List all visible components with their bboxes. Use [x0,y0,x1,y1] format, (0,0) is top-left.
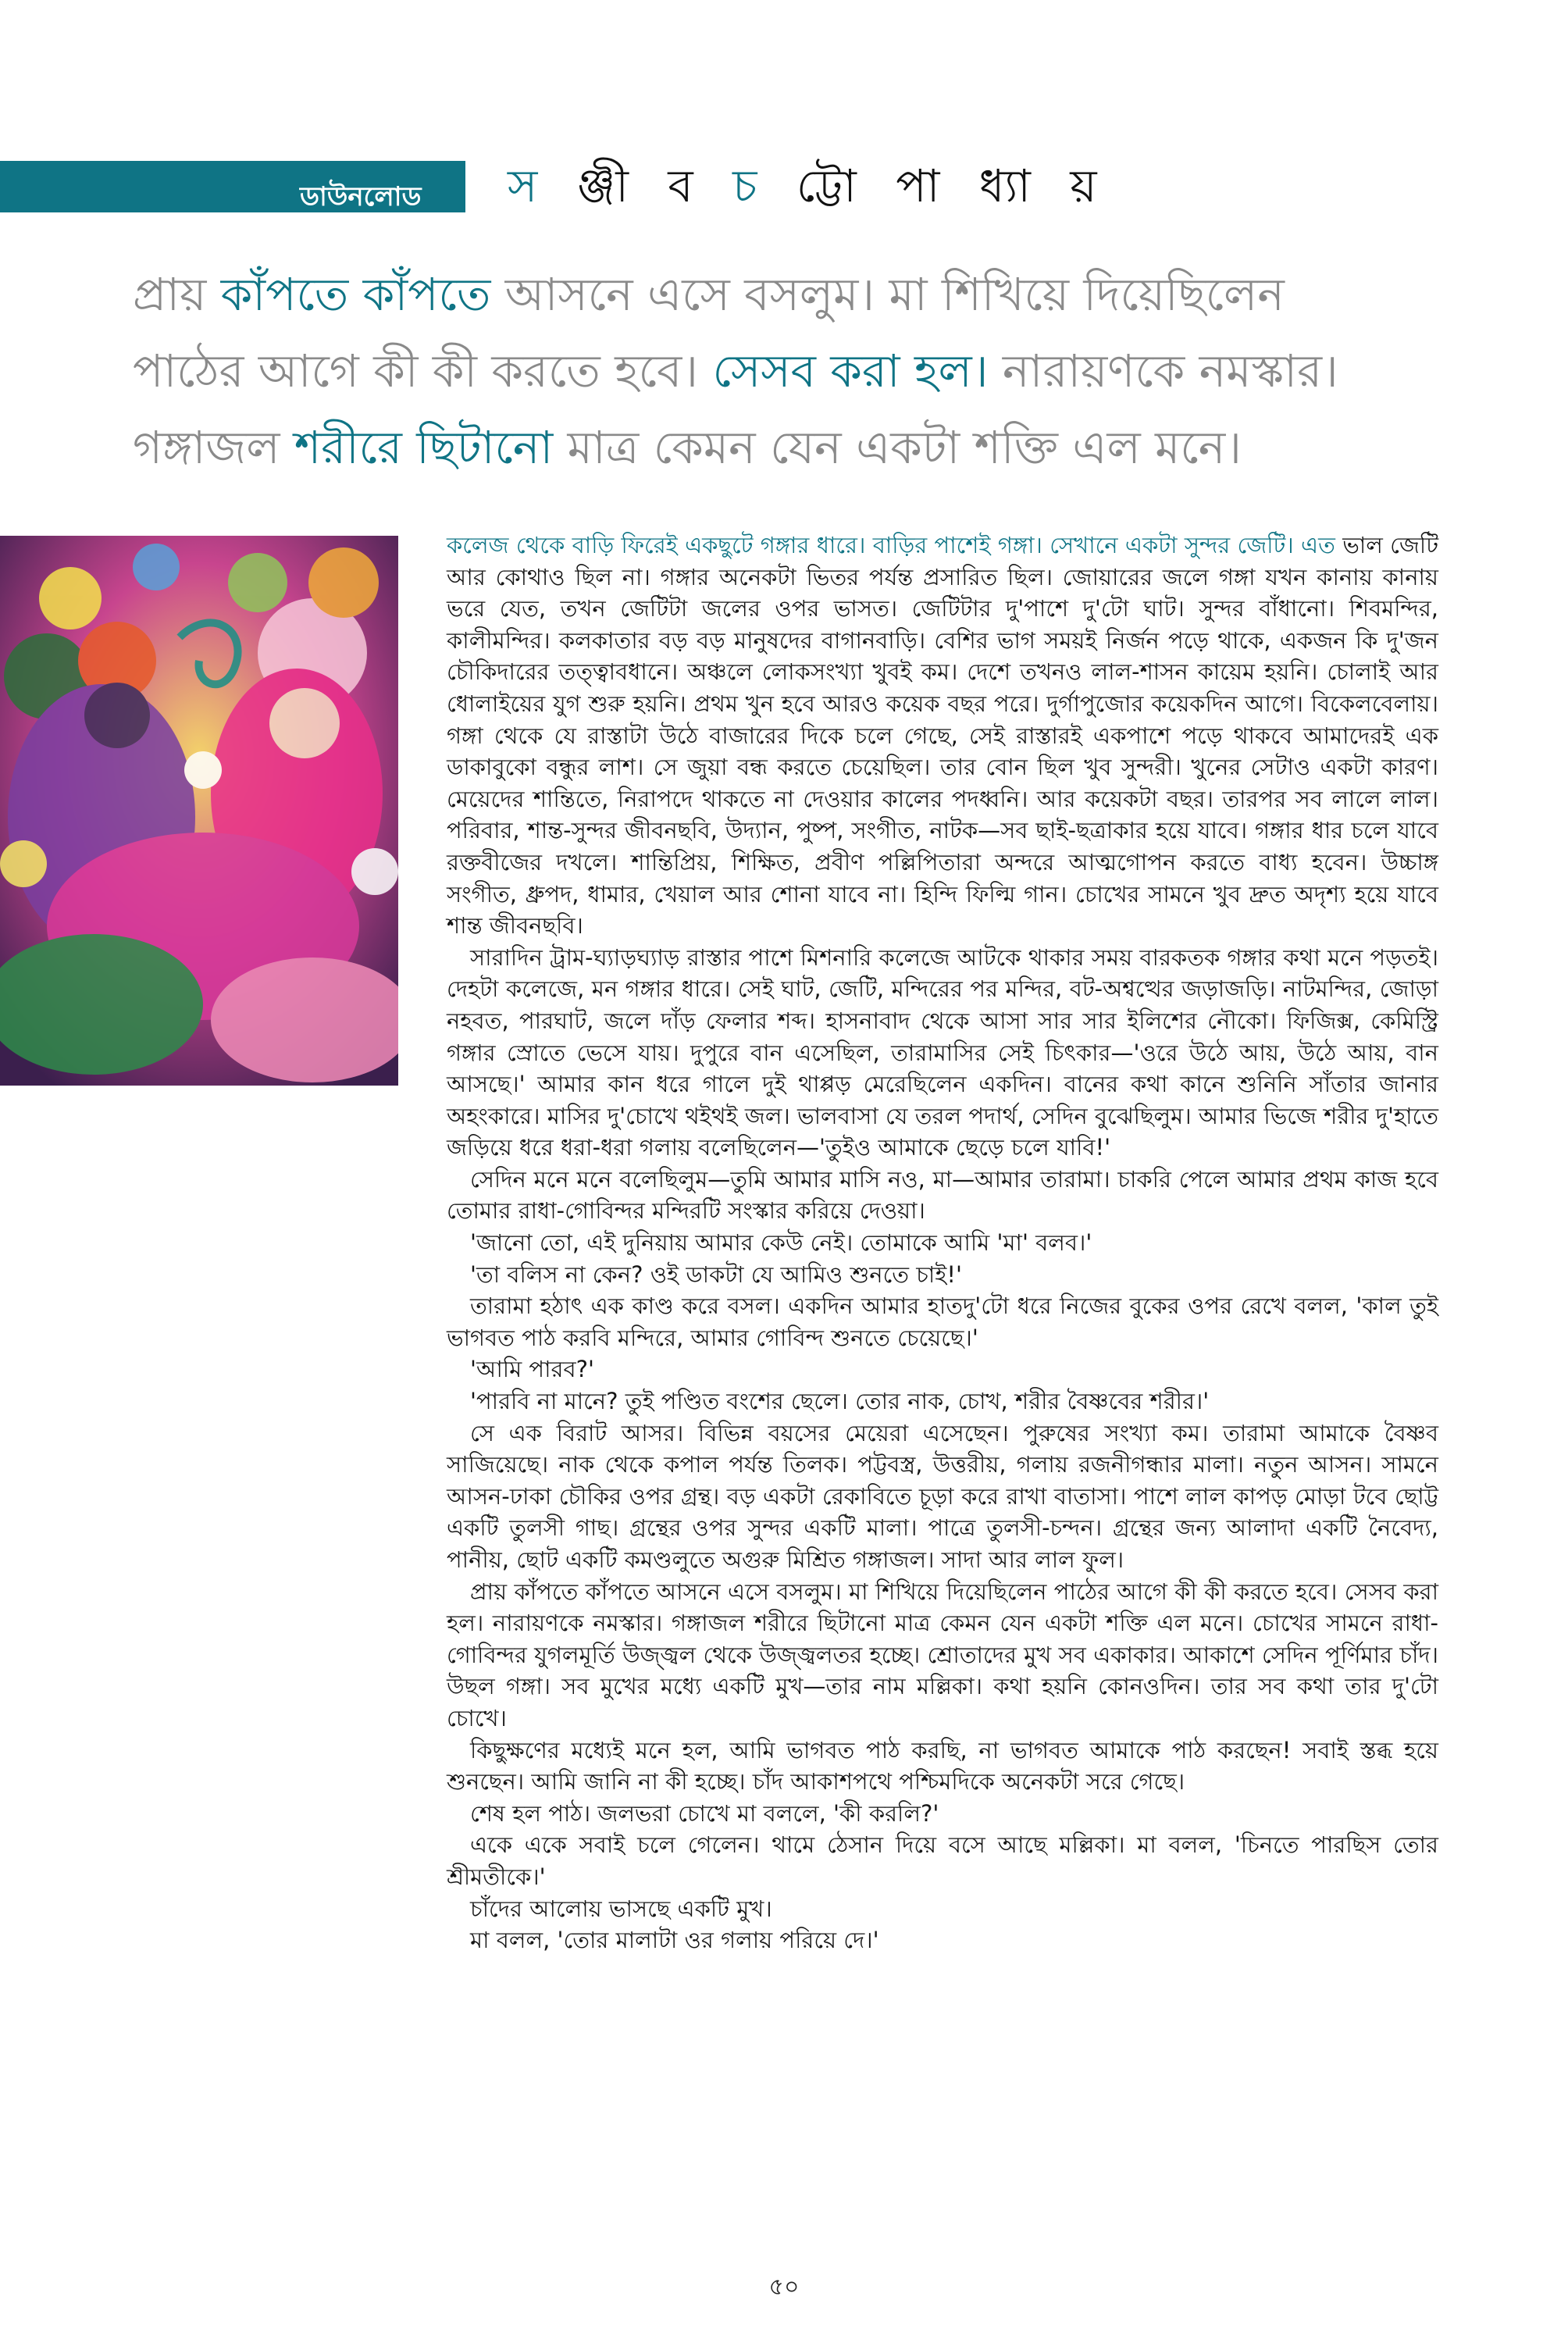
pullquote-highlight: শরীরে ছিটানো [294,421,554,474]
paragraph: প্রায় কাঁপতে কাঁপতে আসনে এসে বসলুম। মা শিখিয়ে দিয়েছিলেন পাঠের আগে কী কী করতে হবে। সেসব করা হল। নারায়ণকে নমস্কার। গঙ্গাজল শরীরে ছিটানো মাত্র কেমন যেন একটা শক্তি এল মনে। চোখের সামনে রাধা-গোবিন্দর যুগলমূর্তি উজ্জ্বল থেকে উজ্জ্বলতর হচ্ছে। শ্রোতাদের মুখ সব একাকার। আকাশে সেদিন পূর্ণিমার চাঁদ। উছল গঙ্গা। সব মুখের মধ্যে একটি মুখ—তার নাম মল্লিকা। কথা হয়নি কোনওদিন। তার সব কথা তার দু'টো চোখে। [447,1578,1438,1731]
paragraph: সে এক বিরাট আসর। বিভিন্ন বয়সের মেয়েরা এসেছেন। পুরুষের সংখ্যা কম। তারামা আমাকে বৈষ্ণব সাজিয়েছে। নাক থেকে কপাল পর্যন্ত তিলক। পট্টবস্ত্র, উত্তরীয়, গলায় রজনীগন্ধার মালা। নতুন আসন। সামনে আসন-ঢাকা চৌকির ওপর গ্রন্থ। বড় একটা রেকাবিতে চূড়া করে রাখা বাতাসা। পাশে লাল কাপড় মোড়া টবে ছোট্ট একটি তুলসী গাছ। গ্রন্থের ওপর সুন্দর একটি মালা। পাত্রে তুলসী-চন্দন। গ্রন্থের জন্য আলাদা একটি নৈবেদ্য, পানীয়, ছোট একটি কমণ্ডলুতে অগুরু মিশ্রিত গঙ্গাজল। সাদা আর লাল ফুল। [447,1419,1438,1573]
author-name [508,155,1110,217]
pullquote-text: প্রায় [133,268,221,321]
paragraph [447,530,1438,942]
paragraph: শেষ হল পাঠ। জলভরা চোখে মা বললে, 'কী করলি?' [470,1799,939,1827]
paragraph: সারাদিন ট্রাম-ঘ্যাড়ঘ্যাড় রাস্তার পাশে মিশনারি কলেজে আটকে থাকার সময় বারকতক গঙ্গার কথা মনে পড়তই। দেহটা কলেজে, মন গঙ্গার ধারে। সেই ঘাট, জেটি, মন্দিরের পর মন্দির, বট-অশ্বত্থের জড়াজড়ি। নাটমন্দির, জোড়া নহবত, পারঘাট, জলে দাঁড় ফেলার শব্দ। হাসনাবাদ থেকে আসা সার সার ইলিশের নৌকো। ফিজিক্স, কেমিস্ট্রি গঙ্গার স্রোতে ভেসে যায়। দুপুরে বান এসেছিল, তারামাসির সেই চিৎকার—'ওরে উঠে আয়, উঠে আয়, বান আসছে।' আমার কান ধরে গালে দুই থাপ্পড় মেরেছিলেন একদিন। বানের কথা কানে শুনিনি সাঁতার জানার অহংকারে। মাসির দু'চোখে থইথই জল। ভালবাসা যে তরল পদার্থ, সেদিন বুঝেছিলুম। আমার ভিজে শরীর দু'হাতে জড়িয়ে ধরে ধরা-ধরা গলায় বলেছিলেন—'তুইও আমাকে ছেড়ে চলে যাবি!' [447,943,1438,1161]
pullquote-text: নারায়ণকে নমস্কার। [988,344,1338,398]
paragraph: তারামা হঠাৎ এক কাণ্ড করে বসল। একদিন আমার হাতদু'টো ধরে নিজের বুকের ওপর রেখে বলল, 'কাল তুই ভাগবত পাঠ করবি মন্দিরে, আমার গোবিন্দ শুনতে চেয়েছে।' [447,1293,1438,1351]
radha-govinda-picture [0,536,398,1086]
paragraph: মা বলল, 'তোর মালাটা ওর গলায় পরিয়ে দে।' [470,1927,879,1954]
author-mid-2: ট্টো পা ধ্যা য় [769,159,1110,212]
paragraph: 'আমি পারব?' [470,1356,594,1383]
paragraph-text: ভাল জেটি আর কোথাও ছিল না। গঙ্গার অনেকটা ভিতর পর্যন্ত প্রসারিত ছিল। জোয়ারের জলে গঙ্গা যখন কানায় কানায় ভরে যেত, তখন জেটিটা জলের ওপর ভাসত। জেটিটার দু'পাশে দু'টো ঘাট। সুন্দর বাঁধানো। শিবমন্দির, কালীমন্দির। কলকাতার বড় বড় মানুষদের বাগানবাড়ি। বেশির ভাগ সময়ই নির্জন পড়ে থাকে, একজন কি দু'জন চৌকিদারের তত্ত্বাবধানে। অঞ্চলে লোকসংখ্যা খুবই কম। দেশে তখনও লাল-শাসন কায়েম হয়নি। চোলাই আর ধোলাইয়ের যুগ শুরু হয়নি। প্রথম খুন হবে আরও কয়েক বছর পরে। দুর্গাপুজোর কয়েকদিন আগে। বিকেলবেলায়। গঙ্গা থেকে যে রাস্তাটা উঠে বাজারের দিকে চলে গেছে, সেই রাস্তারই একপাশে পড়ে থাকবে আমাদেরই এক ডাকাবুকো বন্ধুর লাশ। সে জুয়া বন্ধ করতে চেয়েছিল। তার বোন ছিল খুব সুন্দরী। খুনের সেটাও একটা কারণ। মেয়েদের শান্তিতে, নিরাপদে থাকতে না দেওয়ার কালের পদধ্বনি। আর কয়েকটা বছর। তারপর সব লালে লাল। পরিবার, শান্ত-সুন্দর জীবনছবি, উদ্যান, পুষ্প, সংগীত, নাটক—সব ছাই-ছত্রাকার হয়ে যাবে। গঙ্গার ধার চলে যাবে রক্তবীজের দখলে। শান্তিপ্রিয়, শিক্ষিত, প্রবীণ পল্লিপিতারা অন্দরে আত্মগোপন করতে বাধ্য হবেন। উচ্চাঙ্গ সংগীত, ধ্রুপদ, ধামার, খেয়াল আর শোনা যাবে না। হিন্দি ফিল্মি গান। চোখের সামনে খুব দ্রুত অদৃশ্য হয়ে যাবে শান্ত জীবনছবি। [447,532,1438,940]
paragraph: 'পারবি না মানে? তুই পণ্ডিত বংশের ছেলে। তোর নাক, চোখ, শরীর বৈষ্ণবের শরীর।' [470,1388,1210,1415]
lead-in: কলেজ থেকে বাড়ি ফিরেই একছুটে গঙ্গার ধারে। বাড়ির পাশেই গঙ্গা। সেখানে একটা সুন্দর জেটি। এত [447,532,1335,558]
paragraph: 'জানো তো, এই দুনিয়ায় আমার কেউ নেই। তোমাকে আমি 'মা' বলব।' [470,1229,1092,1257]
paragraph: কিছুক্ষণের মধ্যেই মনে হল, আমি ভাগবত পাঠ করছি, না ভাগবত আমাকে পাঠ করছেন! সবাই স্তব্ধ হয়ে শুনছেন। আমি জানি না কী হচ্ছে। চাঁদ আকাশপথে পশ্চিমদিকে অনেকটা সরে গেছে। [447,1736,1438,1795]
pullquote-line-1 [133,256,1460,333]
paragraph: সেদিন মনে মনে বলেছিলুম—তুমি আমার মাসি নও, মা—আমার তারামা। চাকরি পেলে আমার প্রথম কাজ হবে তোমার রাধা-গোবিন্দর মন্দিরটি সংস্কার করিয়ে দেওয়া। [447,1165,1438,1225]
paragraph: 'তা বলিস না কেন? ওই ডাকটা যে আমিও শুনতে চাই!' [470,1261,962,1288]
paragraph: একে একে সবাই চলে গেলেন। থামে ঠেসান দিয়ে বসে আছে মল্লিকা। মা বলল, 'চিনতে পারছিস তোর শ্রীমতীকে।' [447,1831,1438,1890]
radha-govinda-icon [0,536,398,1086]
pullquote-highlight: সেসব করা হল। [712,344,989,398]
author-accent-1: স [508,159,551,212]
pullquote-text: গঙ্গাজল [133,421,294,474]
article-body [447,530,1438,1956]
pullquote-text: মাত্র কেমন যেন একটা শক্তি এল মনে। [553,421,1242,474]
pullquote-text: পাঠের আগে কী কী করতে হবে। [133,344,713,398]
page-number: ৫০ [768,2273,800,2301]
section-label: ডাউনলোড [300,181,422,212]
author-mid-1: ঞ্জী ব [550,159,733,212]
pullquote-highlight: কাঁপতে কাঁপতে [220,268,491,321]
paragraph: চাঁদের আলোয় ভাসছে একটি মুখ। [470,1895,772,1922]
pullquote-line-2 [133,333,1460,409]
author-accent-2: চ [732,159,770,212]
pullquote-text: আসনে এসে বসলুম। মা শিখিয়ে দিয়েছিলেন [490,268,1285,321]
pullquote-line-3 [133,409,1460,486]
pullquote [133,256,1460,486]
